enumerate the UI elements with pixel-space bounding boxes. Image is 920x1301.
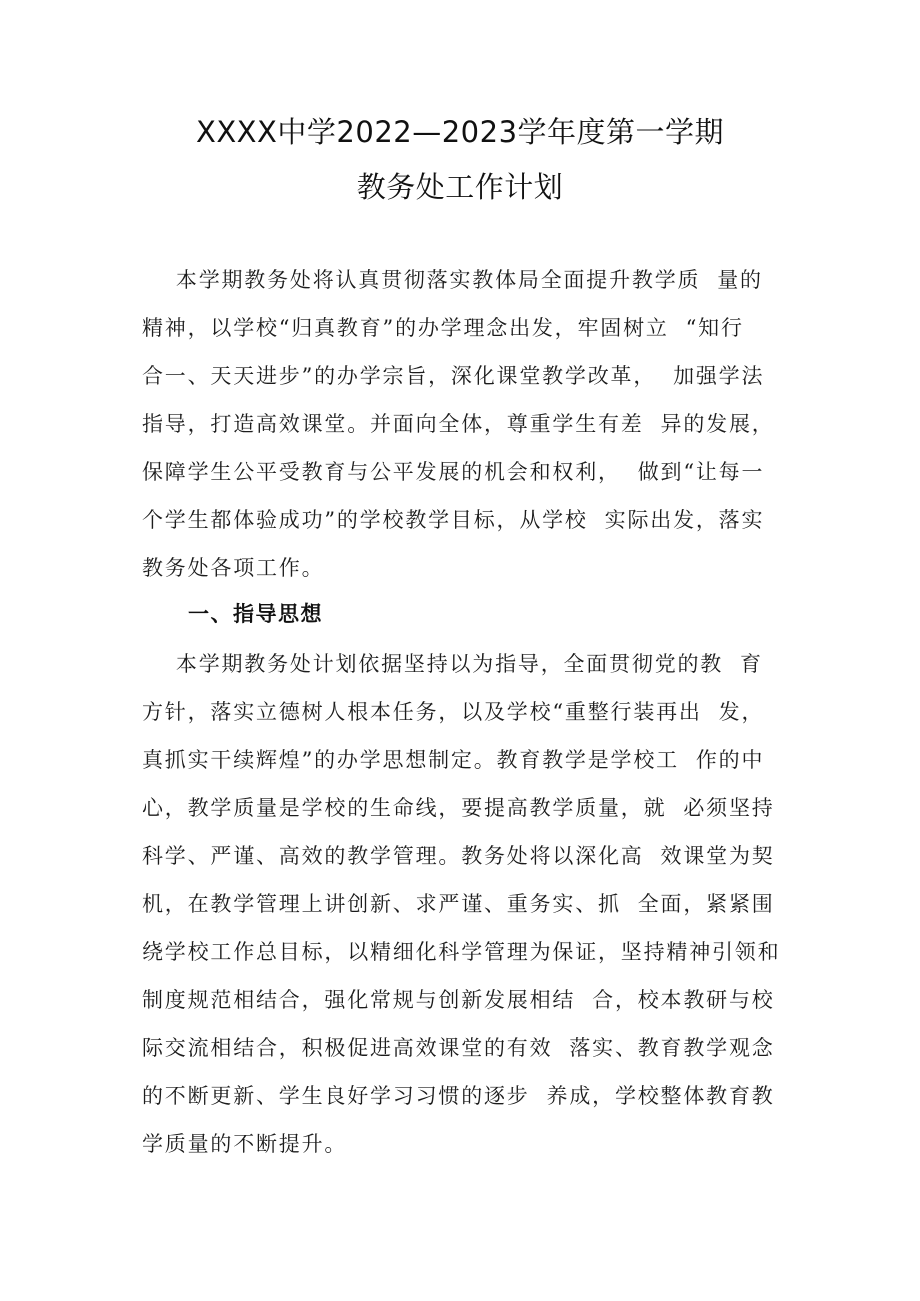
intro-line: 教务处各项工作。	[142, 556, 325, 580]
section-heading: 一、指导思想	[188, 602, 323, 626]
section-line: 科学、严谨、高效的教学管理。教务处将以深化高 效课堂为契	[142, 844, 775, 868]
section-line: 学质量的不断提升。	[142, 1132, 348, 1156]
section-line: 方针，落实立德树人根本任务，以及学校“重整行装再出 发，	[142, 700, 765, 724]
section-line: 绕学校工作总目标，以精细化科学管理为保证，坚持精神引领和	[142, 940, 781, 964]
section-line: 际交流相结合，积极促进高效课堂的有效 落实、教育教学观念	[142, 1036, 775, 1060]
section-line: 的不断更新、学生良好学习习惯的逐步 养成，学校整体教育教	[142, 1084, 775, 1108]
section-line: 心，教学质量是学校的生命线，要提高教学质量，就 必须坚持	[142, 796, 775, 820]
intro-line: 指导，打造高效课堂。并面向全体，尊重学生有差 异的发展，	[142, 412, 775, 436]
intro-line: 本学期教务处将认真贯彻落实教体局全面提升教学质 量的	[142, 268, 763, 292]
intro-line: 保障学生公平受教育与公平发展的机会和权利， 做到“让每一	[142, 460, 765, 484]
section-line: 本学期教务处计划依据坚持以为指导，全面贯彻党的教 育	[142, 652, 763, 676]
section-line: 真抓实干续辉煌”的办学思想制定。教育教学是学校工 作的中	[142, 748, 765, 772]
intro-line: 精神，以学校“归真教育”的办学理念出发，牢固树立 “知行	[142, 316, 744, 340]
document-title-line-2: 教务处工作计划	[356, 170, 564, 204]
document-title-line-1: XXXX中学2022—2023学年度第一学期	[195, 115, 725, 149]
intro-line: 个学生都体验成功”的学校教学目标，从学校 实际出发，落实	[142, 508, 765, 532]
intro-line: 合一、天天进步”的办学宗旨，深化课堂教学改革， 加强学法	[142, 364, 765, 388]
section-line: 制度规范相结合，强化常规与创新发展相结 合，校本教研与校	[142, 988, 775, 1012]
section-line: 机，在教学管理上讲创新、求严谨、重务实、抓 全面，紧紧围	[142, 892, 775, 916]
